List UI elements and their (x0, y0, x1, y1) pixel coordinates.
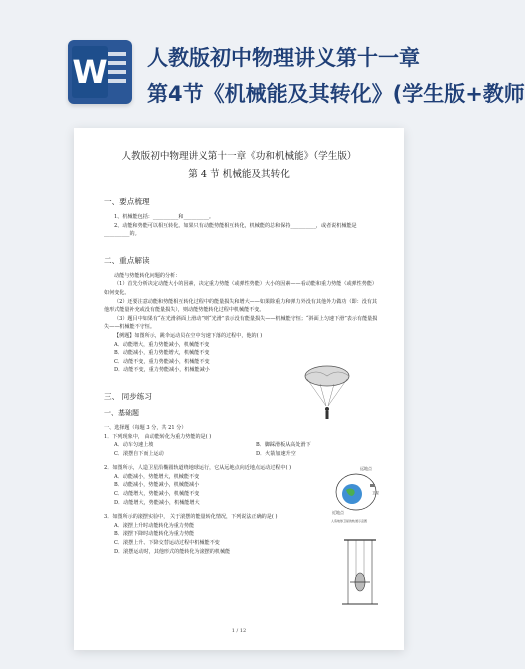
subsection-heading-basic: 一、基础题 (104, 408, 139, 417)
option: C．滚摆自下而上运动 (114, 450, 164, 457)
option: A．动车匀速上坡 (114, 442, 154, 449)
satellite-orbit-figure (330, 464, 382, 524)
option: A．动能增大，重力势能减小，机械能不变 (114, 341, 210, 348)
option: D．火箭加速升空 (256, 450, 296, 457)
word-document-icon: W (68, 40, 132, 104)
example-question: 【例题】如图所示，跳伞运动员在空中匀速下落的过程中，他的( ) (114, 332, 263, 339)
question-1: 1．下列现象中， 由动能转化为重力势能的是( ) (104, 433, 212, 440)
figure-caption: 人造地球卫星的轨道示意图 (331, 519, 368, 523)
satellite-icon (370, 484, 375, 487)
option: D．滚摆运动时，其他形式的能转化为滚摆的机械能 (114, 548, 231, 555)
option: B．脚踩滑板从高处滑下 (256, 442, 311, 449)
banner-header (0, 0, 525, 115)
paragraph: 动能与势能转化问题的分析： (114, 272, 181, 279)
section-heading-key-points: 一、要点梳理 (104, 197, 150, 206)
parachutist-head (325, 407, 329, 411)
option: D．动能增大，势能减小，机械能增大 (114, 499, 200, 506)
parachutist-body (326, 411, 329, 419)
document-title: 人教版初中物理讲义第十一章《功和机械能》（学生版） (121, 151, 357, 162)
option: B．滚摆下降时动能转化为重力势能 (114, 531, 195, 538)
question-3: 3．如图所示的滚摆实验中， 关于滚摆的能量转化情况，下列说法正确的是( ) (104, 514, 278, 521)
paragraph: 2、动能和势能可以相互转化。如果只有动能势能相互转化，机械能的总和保持__________，或者说机械能是__________的。 (104, 222, 357, 238)
paragraph: （2）还要注意动能和势能相互转化过程中的能量损失和增大——如果除重力和弹力外没有其他外力做功（即：没有其他形式能量补充或没有能量损失），则动能势能转化过程中机械能不变。 (104, 298, 378, 314)
section-heading-practice: 三、 同步练习 (104, 391, 152, 401)
banner-title-line2: 第4节《机械能及其转化》(学生版+教师 (147, 82, 525, 106)
option: A．滚摆上升时动能转化为重力势能 (114, 522, 195, 529)
parachutist-figure (300, 364, 354, 424)
paragraph: 1、机械能包括：__________和__________。 (114, 214, 215, 220)
document-subtitle: 第 4 节 机械能及其转化 (188, 169, 290, 180)
section-heading-analysis: 二、重点解读 (104, 255, 150, 265)
satellite-label: 卫星 (372, 491, 379, 495)
banner-title-line1: 人教版初中物理讲义第十一章 (147, 46, 420, 70)
option: B．动能减小，势能减小，机械能减小 (114, 482, 200, 489)
page-number: 1 / 12 (231, 628, 247, 634)
option: A．动能减小，势能增大，机械能不变 (114, 473, 200, 480)
paragraph: （1）首先分析决定动能大小的因素，决定重力势能（或弹性势能）大小的因素——看动能和重力势能（或弹性势能）如何变化。 (104, 281, 378, 296)
option: D．动能不变，重力势能减小，机械能减小 (114, 367, 210, 374)
apogee-label: 远地点 (360, 466, 372, 471)
option: B．动能减小，重力势能增大，机械能不变 (114, 350, 210, 357)
option: C．动能增大，势能减小，机械能不变 (114, 491, 200, 498)
document-preview (74, 128, 404, 650)
perigee-label: 近地点 (332, 510, 344, 515)
question-2: 2．如图所示，人造卫星沿椭圆轨道绕地球运行，它从远地点向近地点运动过程中( ) (104, 465, 292, 472)
example-options (114, 341, 404, 375)
parachute-line (320, 384, 326, 406)
question-intro: 一、选择题（每题 3 分，共 21 分） (104, 424, 187, 431)
paragraph: （3）题目中如果有“在光滑斜面上滑动”则“光滑”表示没有能量损失——机械能守恒；“斜面上匀速下滑”表示有能量损失——机械能不守恒。 (104, 315, 378, 331)
option: C．滚摆上升、下降交替运动过程中机械能不变 (114, 540, 220, 547)
parachute-line (328, 384, 334, 406)
option: C．动能不变，重力势能减小，机械能不变 (114, 358, 210, 365)
rolling-pendulum-figure (340, 538, 380, 608)
